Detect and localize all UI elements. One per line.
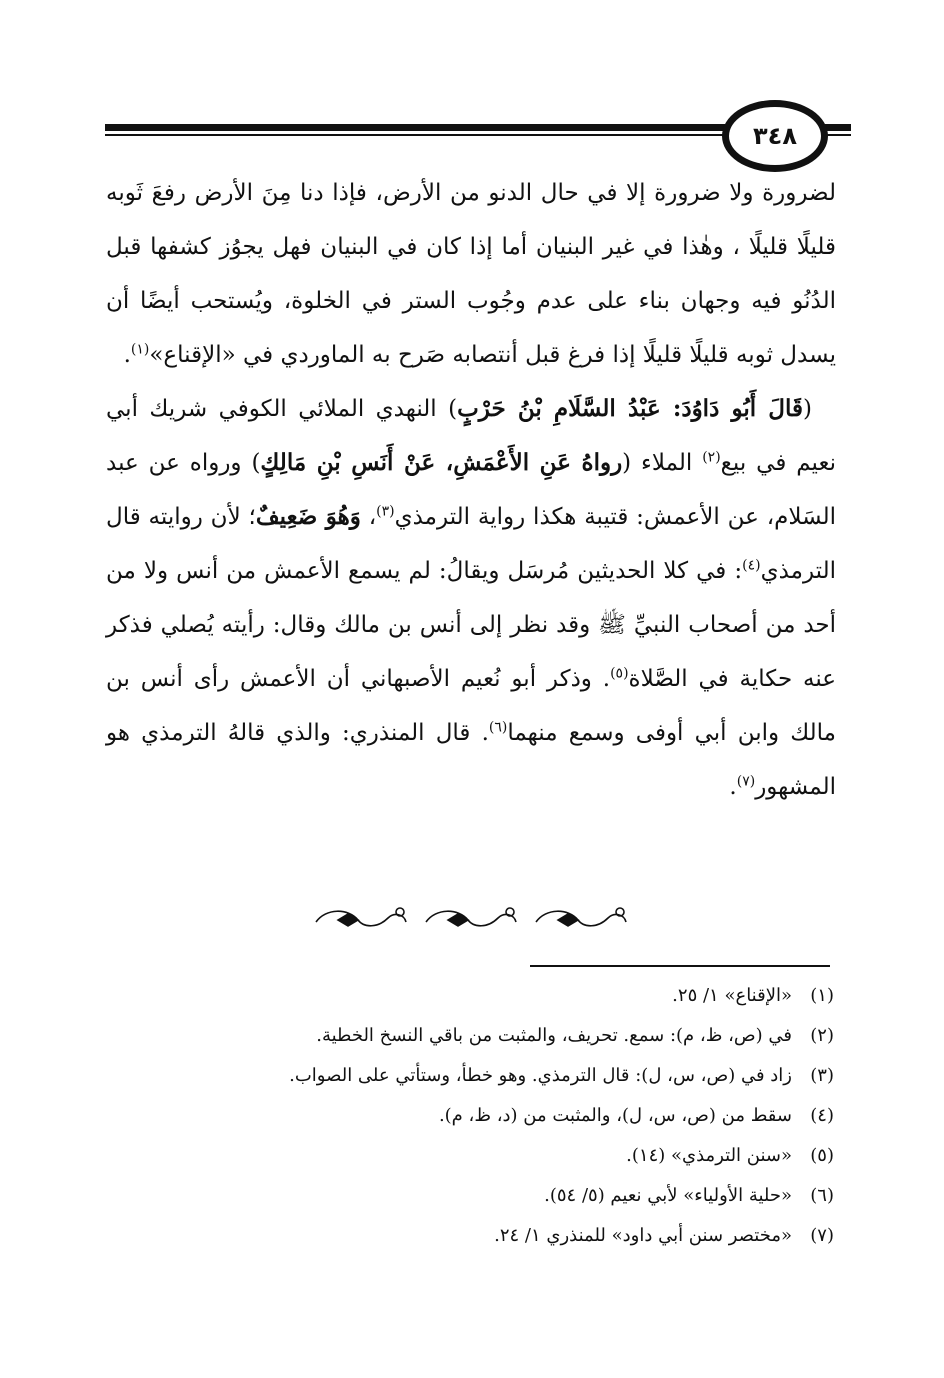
commentary-text: ) ورواه عن عبد السَلام، عن الأعمش: قتيبة هكذا رواية الترمذي — [106, 450, 836, 530]
footnote-ref: (٦) — [488, 719, 508, 736]
paragraph-2 — [106, 382, 836, 814]
footnote-number: (٦) — [810, 1185, 834, 1206]
footnote-text: في (ص، ظ، م): سمع. تحريف، والمثبت من باقي النسخ الخطية. — [316, 1025, 792, 1046]
commentary-text: . وذكر أبو نُعيم الأصبهاني أن الأعمش رأى أنس بن مالك وابن أبي أوفى وسمع منهما — [106, 666, 836, 746]
footnote — [106, 1176, 834, 1216]
ornament-motif — [316, 908, 406, 926]
matn-quote: رواهُ عَنِ الأَعْمَشِ، عَنْ أَنَسِ بْنِ مَالِكٍ — [260, 449, 623, 476]
footnote-text: «سنن الترمذي» (١٤). — [626, 1145, 792, 1166]
commentary-text: ) النهدي الملائي الكوفي شريك أبي نعيم في بيع — [106, 396, 836, 476]
paragraph-1 — [106, 166, 836, 382]
commentary-text: . قال المنذري: والذي قالهُ الترمذي هو المشهور — [106, 720, 836, 800]
header-rule-thin — [105, 134, 725, 136]
footnote-text: زاد في (ص، س، ل): قال الترمذي. وهو خطأ، وستأتي على الصواب. — [289, 1065, 792, 1086]
footnote-text: «الإقناع» ١/ ٢٥. — [672, 985, 792, 1006]
matn-quote: وَهُوَ ضَعِيفٌ — [255, 503, 361, 530]
footnote — [106, 1096, 834, 1136]
footnote — [106, 976, 834, 1016]
header-rule-thick — [105, 124, 725, 131]
footnote-ref: (٢) — [702, 449, 721, 466]
footnote-ref: (٣) — [376, 503, 395, 520]
ornament-motif — [426, 908, 516, 926]
footnote — [106, 1136, 834, 1176]
ornament-divider — [308, 900, 628, 936]
commentary-text: : في كلا الحديثين مُرسَل ويقالُ: لم يسمع الأعمش من أنس ولا من أحد من أصحاب النبيِّ ﷺ وقد نظر إلى أنس بن مالك وقال: رأيته يُصلي فذكر عنه حكاية في الصَّلاة — [106, 558, 836, 692]
footnote — [106, 1056, 834, 1096]
paren: ( — [803, 396, 813, 422]
footnote — [106, 1016, 834, 1056]
footnote-number: (٧) — [810, 1225, 834, 1246]
footnote-number: (٣) — [810, 1065, 834, 1086]
footnote-separator — [530, 965, 830, 967]
footnote-ref: (١) — [130, 341, 150, 358]
paragraph-1-text: لضرورة ولا ضرورة إلا في حال الدنو من الأرض، فإذا دنا مِنَ الأرض رفعَ ثَوبه قليلًا قليلًا ، وهٰذا في غير البنيان أما إذا كان في البنيان فهل يجوُز كشفها قبل الدُنُو فيه وجهان بناء على عدم وجُوب الستر في الخلوة، ويُستحب أيضًا أن يسدل ثوبه قليلًا قليلًا إذا فرغ قبل أنتصابه صَرح به الماوردي في «الإقناع» — [106, 180, 836, 368]
footnote-number: (١) — [810, 985, 834, 1006]
commentary-text: . — [729, 774, 737, 800]
footnote-text: سقط من (ص، س، ل)، والمثبت من (د، ظ، م). — [438, 1105, 792, 1126]
footnote-number: (٥) — [810, 1145, 834, 1166]
footnote-ref: (٧) — [736, 773, 756, 790]
footnote-number: (٢) — [810, 1025, 834, 1046]
commentary-text: ؛ لأن روايته قال الترمذي — [106, 504, 836, 584]
footnote-text: «حلية الأولياء» لأبي نعيم (٥/ ٥٤). — [544, 1185, 792, 1206]
page-number: ٣٤٨ — [753, 122, 797, 150]
main-text — [106, 166, 836, 814]
footnote-text: «مختصر سنن أبي داود» للمنذري ١/ ٢٤. — [494, 1225, 792, 1246]
commentary-text: ، — [360, 504, 377, 530]
footnotes — [106, 976, 834, 1256]
commentary-text: الملاء ( — [622, 450, 703, 476]
footnote-ref: (٤) — [742, 557, 761, 574]
paragraph-1-end: . — [123, 342, 131, 368]
ornament-motif — [536, 908, 626, 926]
page-number-badge — [722, 100, 828, 172]
matn-quote: قَالَ أَبُو دَاوُدَ: عَبْدُ السَّلَامِ بْنُ حَرْبٍ — [457, 395, 804, 422]
footnote-number: (٤) — [810, 1105, 834, 1126]
footnote — [106, 1216, 834, 1256]
footnote-ref: (٥) — [610, 665, 629, 682]
